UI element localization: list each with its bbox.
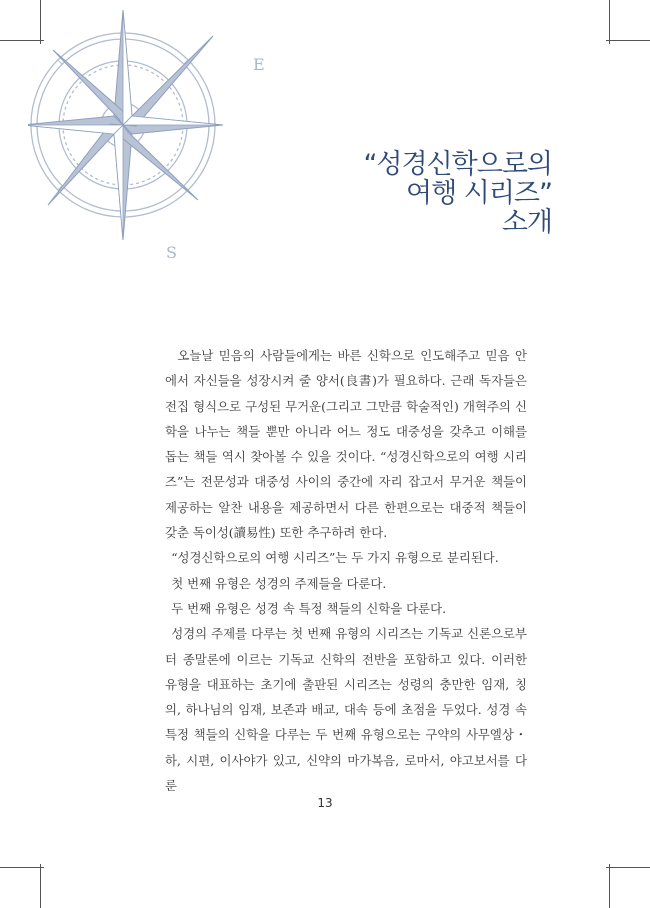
crop-mark bbox=[609, 864, 610, 908]
paragraph: “성경신학으로의 여행 시리즈”는 두 가지 유형으로 분리된다. bbox=[171, 550, 499, 566]
title-line-2: 여행 시리즈” bbox=[406, 178, 552, 209]
crop-mark bbox=[609, 0, 610, 44]
crop-mark bbox=[606, 867, 650, 868]
crop-mark bbox=[606, 40, 650, 41]
paragraph: 첫 번째 유형은 성경의 주제들을 다룬다. bbox=[171, 575, 387, 591]
compass-letter-e: E bbox=[253, 55, 265, 74]
compass-rose-illustration bbox=[28, 0, 278, 270]
compass-letter-s: S bbox=[166, 243, 177, 262]
paragraph: 성경의 주제를 다루는 첫 번째 유형의 시리즈는 기독교 신론으로부터 종말론에 이르는 기독교 신학의 전반을 포함하고 있다. 이러한 유형을 대표하는 초기에 출판된 시리즈는 성령의 충만한 임재, 칭의, 하나님의 임재, 보존과 배교, 대속 등에 초점을 두었다. 성경 속 특정 책들의 신학을 다루는 두 번째 유형으로는 구약의 사무엘상・하, 시편, 이사야가 있고, 신약의 마가복음, 로마서, 야고보서를 다룬 bbox=[165, 626, 527, 794]
page-number: 13 bbox=[317, 796, 333, 810]
title-line-3: 소개 bbox=[501, 207, 552, 238]
page-title bbox=[363, 150, 552, 237]
body-text bbox=[165, 343, 527, 798]
paragraph: 오늘날 믿음의 사람들에게는 바른 신학으로 인도해주고 믿음 안에서 자신들을 성장시켜 줄 양서(良書)가 필요하다. 근래 독자들은 전집 형식으로 구성된 무거운(그리고 그만큼 학술적인) 개혁주의 신학을 나누는 책들 뿐만 아니라 어느 정도 대중성을 갖추고 이해를 돕는 책들 역시 찾아볼 수 있을 것이다. “성경신학으로의 여행 시리즈”는 전문성과 대중성 사이의 중간에 자리 잡고서 무거운 책들이 제공하는 알찬 내용을 제공하면서 다른 한편으로는 대중적 책들이 갖춘 독이성(讀易性) 또한 추구하려 한다. bbox=[165, 348, 527, 541]
title-line-1: “성경신학으로의 bbox=[363, 149, 552, 180]
paragraph: 두 번째 유형은 성경 속 특정 책들의 신학을 다룬다. bbox=[171, 600, 447, 616]
crop-mark bbox=[0, 867, 44, 868]
crop-mark bbox=[40, 864, 41, 908]
